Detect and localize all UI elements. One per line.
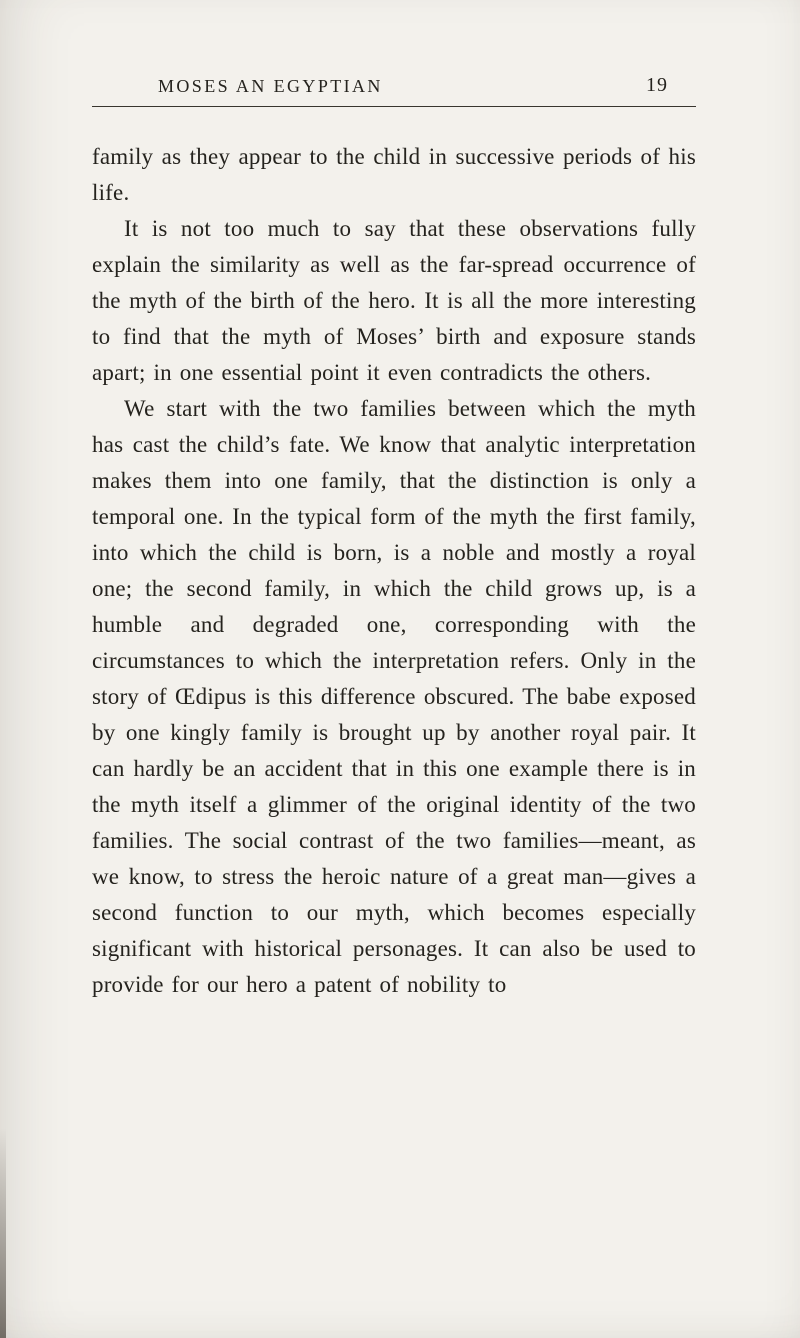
paragraph: It is not too much to say that these observations fully explain the similarity as well as the far-spread occurrence of the myth of the birth of the hero. It is all the more interesting to find that the myth of Moses’ birth and exposure stands apart; in one essential point it even contradicts the others. [92, 216, 696, 385]
header-rule [92, 106, 696, 107]
body-text [92, 139, 696, 1003]
page-number: 19 [646, 74, 668, 96]
running-title: MOSES AN EGYPTIAN [158, 76, 383, 96]
text-block [92, 70, 696, 1003]
page-header [92, 70, 696, 106]
paragraph: family as they appear to the child in successive periods of his life. [92, 144, 696, 205]
paragraph: We start with the two families between which the myth has cast the child’s fate. We know that analytic interpretation makes them into one family, that the distinction is only a temporal one. In the typical form of the myth the first family, into which the child is born, is a noble and mostly a royal one; the second family, in which the child grows up, is a humble and degraded one, corresponding with the circumstances to which the interpretation refers. Only in the story of Œdipus is this difference obscured. The babe exposed by one kingly family is brought up by another royal pair. It can hardly be an accident that in this one example there is in the myth itself a glimmer of the original identity of the two families. The social contrast of the two families—meant, as we know, to stress the heroic nature of a great man—gives a second function to our myth, which becomes especially significant with historical personages. It can also be used to provide for our hero a patent of nobility to [92, 396, 696, 997]
page-edge-shadow [0, 1128, 6, 1338]
